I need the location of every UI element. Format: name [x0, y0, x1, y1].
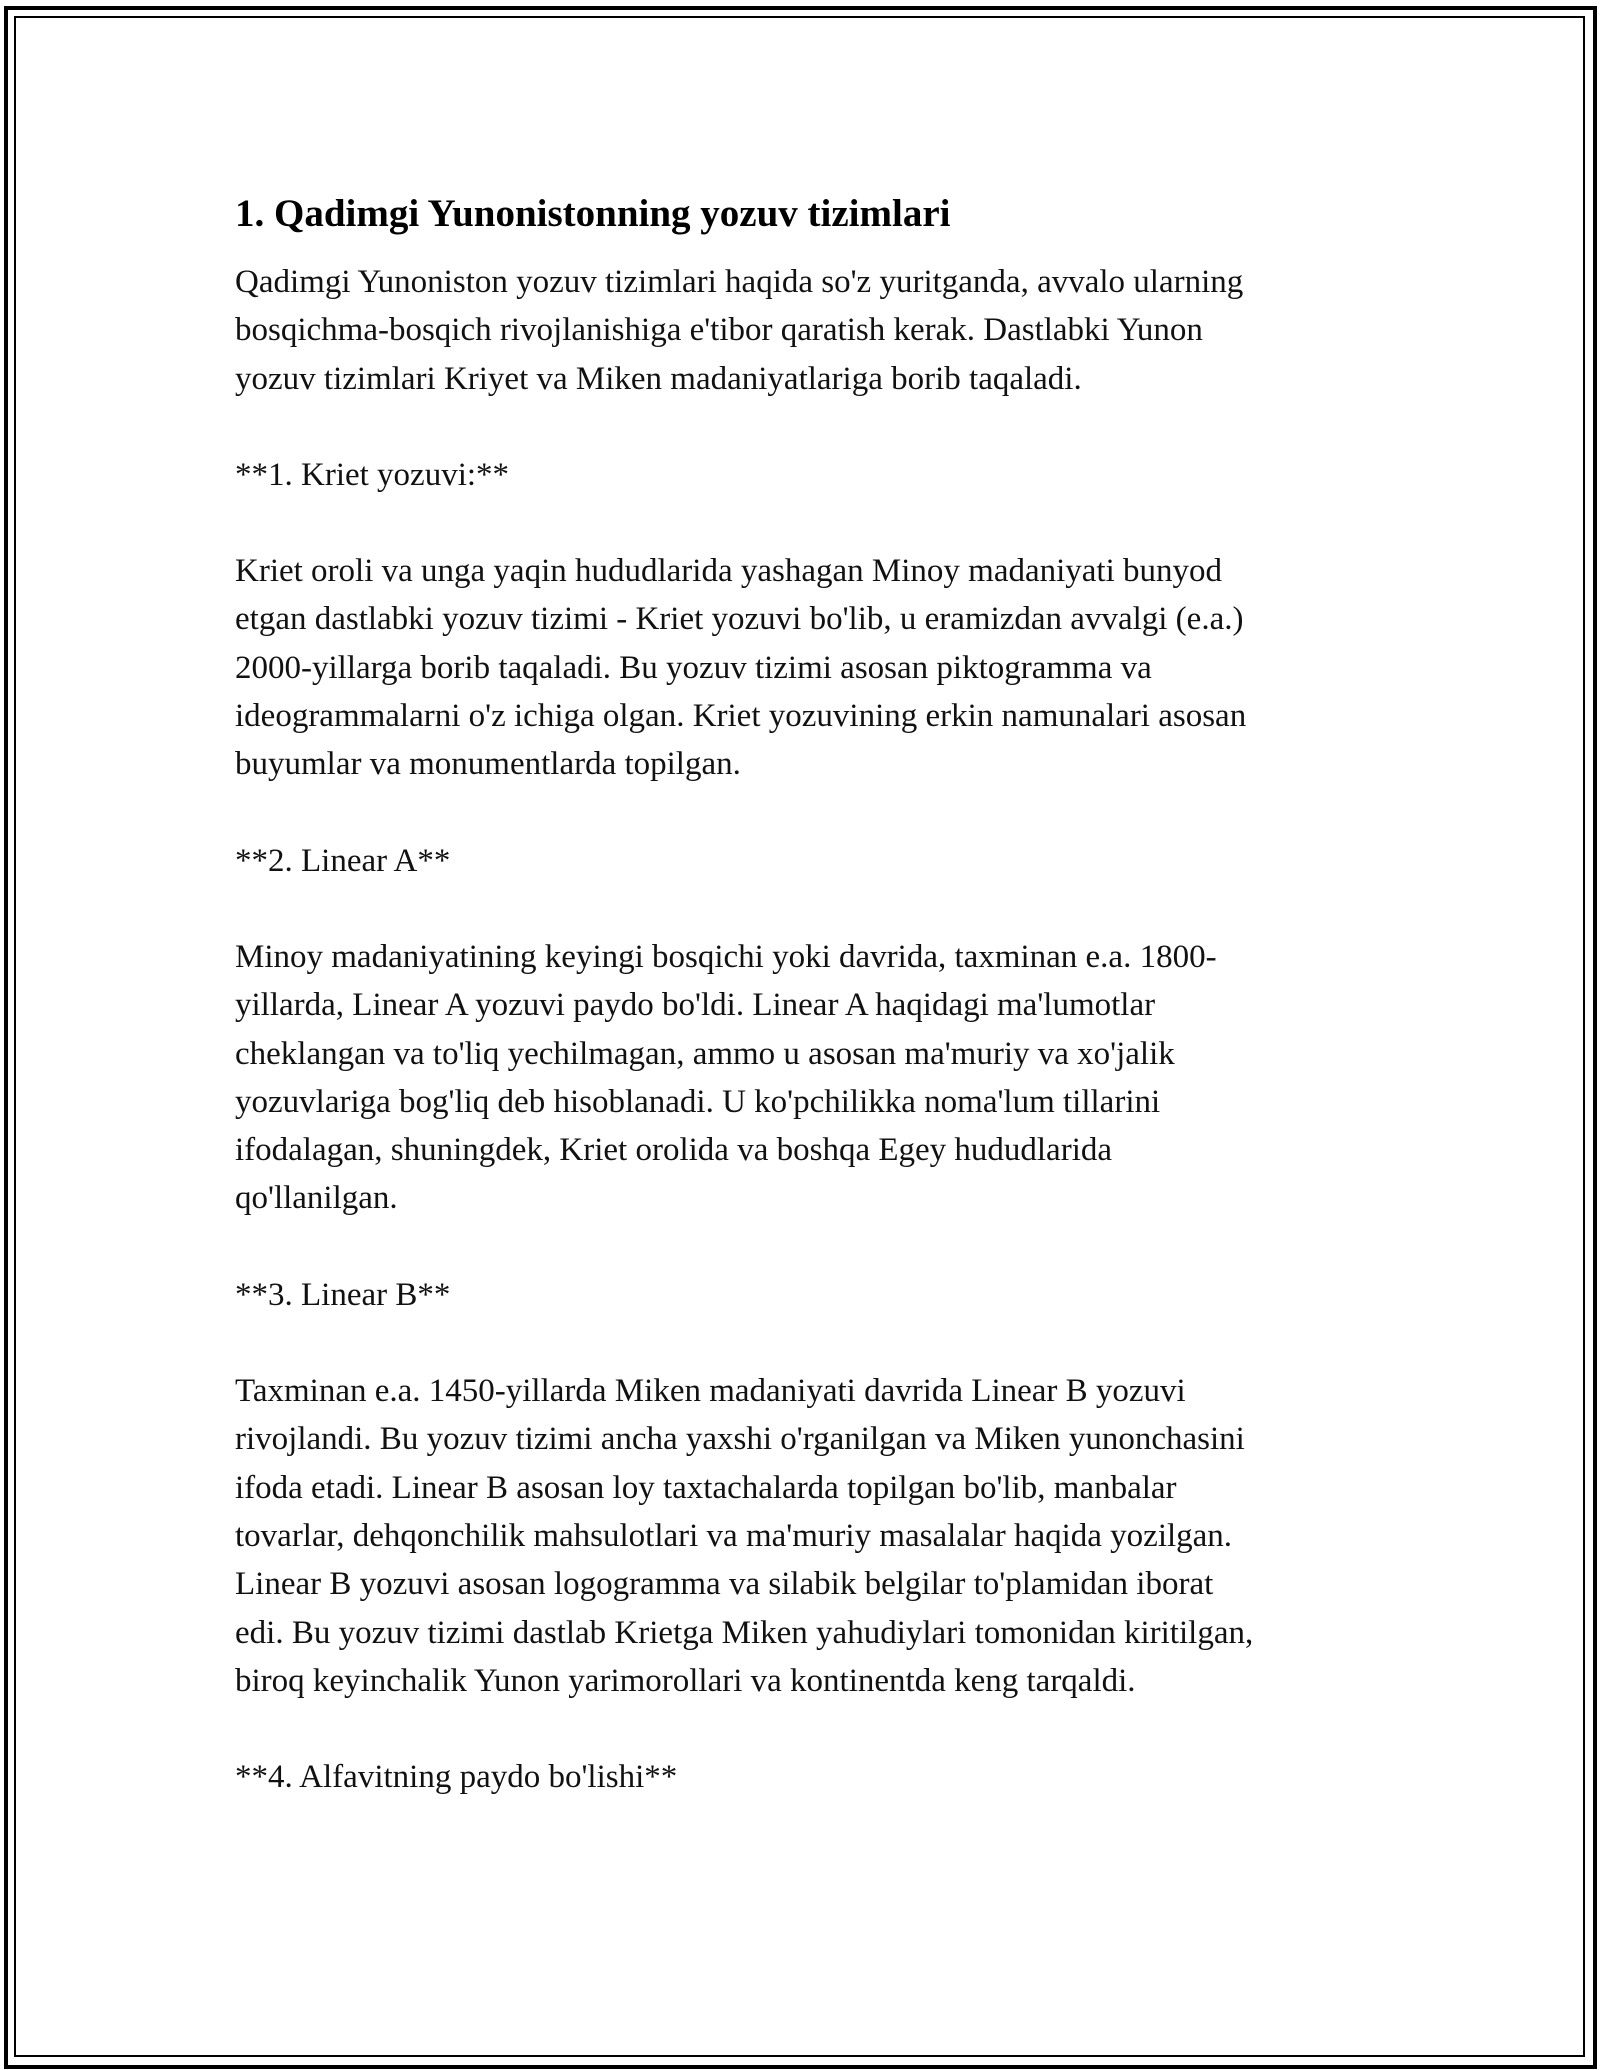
- intro-paragraph: Qadimgi Yunoniston yozuv tizimlari haqida so'z yuritganda, avvalo ularning bosqichma-bosqich rivojlanishiga e'tibor qaratish kerak. Dastlabki Yunon yozuv tizimlari Kriyet va Miken madaniyatlariga borib taqaladi.: [235, 264, 1244, 397]
- section-heading-alphabet: **4. Alfavitning paydo bo'lishi**: [235, 1759, 678, 1796]
- section-heading-linear-a: **2. Linear A**: [235, 842, 451, 879]
- document-title: 1. Qadimgi Yunonistonning yozuv tizimlari: [235, 192, 951, 235]
- section-heading-kriet: **1. Kriet yozuvi:**: [235, 456, 510, 493]
- document-body: [235, 186, 1375, 1801]
- kriet-paragraph: Kriet oroli va unga yaqin hududlarida yashagan Minoy madaniyati bunyod etgan dastlabki yozuv tizimi - Kriet yozuvi bo'lib, u eramizdan avvalgi (e.a.) 2000-yillarga borib taqaladi. Bu yozuv tizimi asosan piktogramma va ideogrammalarni o'z ichiga olgan. Kriet yozuvining erkin namunalari asosan buyumlar va monumentlarda topilgan.: [235, 553, 1247, 783]
- linear-a-paragraph: Minoy madaniyatining keyingi bosqichi yoki davrida, taxminan e.a. 1800- yillarda, Linear A yozuvi paydo bo'ldi. Linear A haqidagi ma'lumotlar cheklangan va to'liq yechilmagan, ammo u asosan ma'muriy va xo'jalik yozuvlariga bog'liq deb hisoblanadi. U ko'pchilikka noma'lum tillarini ifodalagan, shuningdek, Kriet orolida va boshqa Egey hududlarida qo'llanilgan.: [235, 938, 1217, 1217]
- section-heading-linear-b: **3. Linear B**: [235, 1276, 451, 1313]
- linear-b-paragraph: Taxminan e.a. 1450-yillarda Miken madaniyati davrida Linear B yozuvi rivojlandi. Bu yozuv tizimi ancha yaxshi o'rganilgan va Miken yunonchasini ifoda etadi. Linear B asosan loy taxtachalarda topilgan bo'lib, manbalar tovarlar, dehqonchilik mahsulotlari va ma'muriy masalalar haqida yozilgan. Linear B yozuvi asosan logogramma va silabik belgilar to'plamidan iborat edi. Bu yozuv tizimi dastlab Krietga Miken yahudiylari tomonidan kiritilgan, biroq keyinchalik Yunon yarimorollari va kontinentda keng tarqaldi.: [235, 1373, 1254, 1699]
